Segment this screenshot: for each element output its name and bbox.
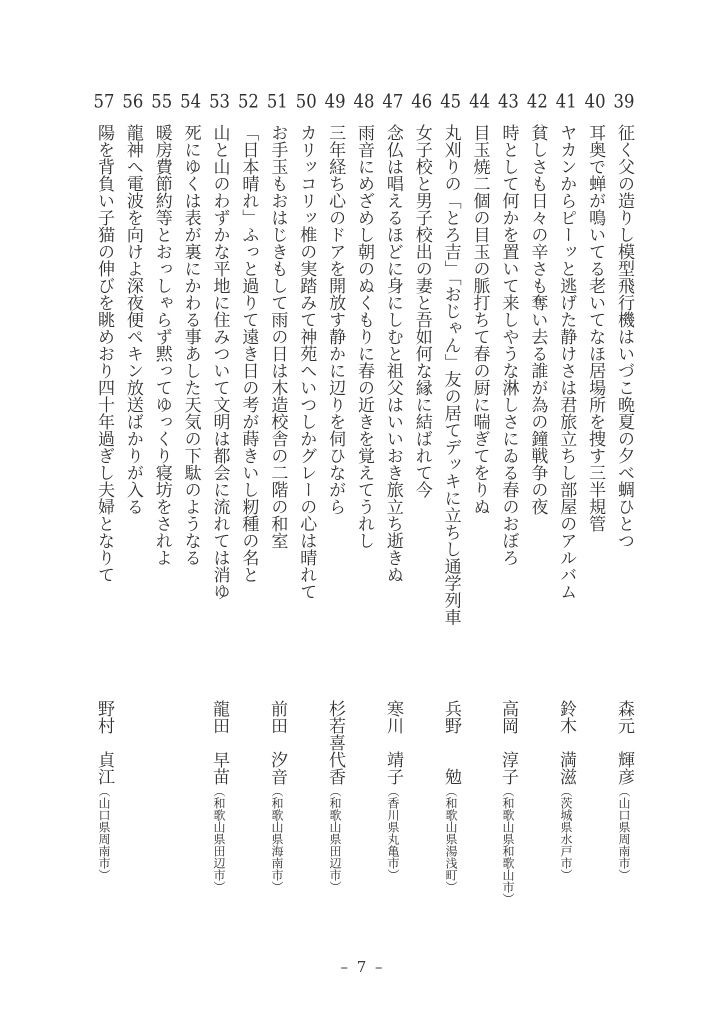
poem-number: 39	[613, 92, 635, 111]
poem-column	[349, 92, 378, 742]
poem-text: 陽を背負い子猫の伸びを眺めおり四十年過ぎし夫婦となりて	[93, 124, 114, 583]
poem-text: 「日本晴れ」ふっと過りて遠き日の考が蒔きいし籾種の名と	[238, 124, 259, 583]
poem-number: 49	[324, 92, 346, 111]
poem-column	[320, 92, 349, 742]
poem-text: 目玉焼二個の目玉の脈打ちて春の厨に喘ぎてをりぬ	[469, 124, 490, 515]
poem-column	[147, 92, 176, 742]
author-credit	[609, 700, 638, 881]
poem-text: 山と山のわずかな平地に住みついて文明は都会に流れては消ゆ	[209, 124, 230, 600]
author-name: 鈴木 満滋	[556, 700, 576, 785]
author-location: （和歌山県海南市）	[270, 785, 284, 893]
poem-column	[494, 92, 523, 742]
poem-column	[234, 92, 263, 742]
poem-column	[118, 92, 147, 742]
author-credit	[493, 700, 522, 905]
poem-number: 52	[237, 92, 259, 111]
poem-column	[609, 92, 638, 742]
poem-text: 雨音にめざめし朝のぬくもりに春の近きを覚えてうれし	[353, 124, 374, 549]
author-credit	[551, 700, 580, 881]
poem-column	[378, 92, 407, 742]
poem-number: 51	[266, 92, 288, 111]
poem-text: 死にゆくは表が裏にかわる事あした天気の下駄のようなる	[180, 124, 201, 566]
author-name: 前田 汐音	[267, 700, 287, 785]
author-location: （茨城県水戸市）	[559, 785, 573, 881]
poem-column	[262, 92, 291, 742]
author-name: 高岡 淳子	[498, 700, 518, 785]
author-name: 野村 貞江	[94, 700, 114, 785]
author-credit	[320, 700, 349, 893]
author-location: （和歌山県田辺市）	[328, 785, 342, 893]
author-credit	[204, 700, 233, 893]
poem-column	[205, 92, 234, 742]
poem-number: 50	[295, 92, 317, 111]
poem-text: 貧しさも日々の辛さも奪い去る誰が為の鐘戦争の夜	[527, 124, 548, 515]
author-location: （香川県丸亀市）	[386, 785, 400, 881]
poem-text: 龍神へ電波を向けよ深夜便ペキン放送ばかりが入る	[122, 124, 143, 515]
poem-text: 暖房費節約等とおっしゃらず黙ってゆっくり寝坊をされよ	[151, 124, 172, 566]
author-name: 杉若喜代香	[325, 700, 345, 785]
poem-number: 53	[209, 92, 230, 111]
author-location: （山口県周南市）	[97, 785, 111, 881]
poem-column	[465, 92, 494, 742]
author-location: （和歌山県湯浅町）	[444, 785, 458, 893]
poem-number: 54	[180, 92, 202, 111]
poem-text: 時として何かを置いて来しやうな淋しさにゐる春のおぼろ	[498, 124, 519, 566]
author-credit	[89, 700, 118, 881]
poem-text: 三年経ち心のドアを開放す静かに辺りを伺ひながら	[325, 124, 346, 515]
page-number: – 7 –	[340, 958, 385, 976]
poem-column	[89, 92, 118, 742]
poem-text: お手玉もおはじきもして雨の日は木造校舎の二階の和室	[267, 124, 288, 549]
poem-number: 43	[497, 92, 519, 111]
poem-text: 丸刈りの「とろ吉」「おじゃん」友の居てデッキに立ちし通学列車	[440, 124, 461, 626]
author-credit	[436, 700, 465, 893]
poem-number: 40	[584, 92, 606, 111]
author-location: （和歌山県田辺市）	[212, 785, 226, 893]
author-credit	[378, 700, 407, 881]
author-name: 寒川 靖子	[383, 700, 403, 785]
poem-number: 46	[411, 92, 433, 111]
author-name: 森元 輝彦	[614, 700, 634, 785]
poem-column	[580, 92, 609, 742]
poem-number: 48	[353, 92, 375, 111]
poem-text: ヤカンからピーッと逃げた静けさは君旅立ちし部屋のアルバム	[556, 124, 577, 600]
author-name: 龍田 早苗	[209, 700, 229, 785]
poem-column	[291, 92, 320, 742]
poem-columns	[89, 92, 638, 742]
poem-column	[551, 92, 580, 742]
poem-number: 47	[382, 92, 404, 111]
author-credit	[262, 700, 291, 893]
author-name: 兵野 勉	[441, 700, 461, 785]
poem-number: 45	[440, 92, 462, 111]
poem-text: 耳奥で蝉が鳴いてる老いてなほ居場所を捜す三半規管	[585, 124, 606, 532]
poem-column	[407, 92, 436, 742]
poem-number: 41	[555, 92, 577, 111]
poem-number: 55	[151, 92, 173, 111]
poem-number: 56	[122, 92, 144, 111]
poem-number: 42	[526, 92, 548, 111]
poem-number: 57	[93, 92, 115, 111]
poem-number: 44	[469, 92, 490, 111]
poem-text: カリッコリッ椎の実踏みて神苑へいつしかグレーの心は晴れて	[296, 124, 317, 600]
poem-column	[522, 92, 551, 742]
poem-text: 征く父の造りし模型飛行機はいづこ晩夏の夕べ蜩ひとつ	[614, 124, 634, 549]
author-location: （山口県周南市）	[617, 785, 631, 881]
author-location: （和歌山県和歌山市）	[501, 785, 515, 905]
poem-text: 念仏は唱えるほどに身にしむと祖父はいいおき旅立ち逝きぬ	[382, 124, 403, 583]
poem-text: 女子校と男子校出の妻と吾如何な縁に結ばれて今	[411, 124, 432, 498]
poem-column	[176, 92, 205, 742]
poem-column	[436, 92, 465, 742]
